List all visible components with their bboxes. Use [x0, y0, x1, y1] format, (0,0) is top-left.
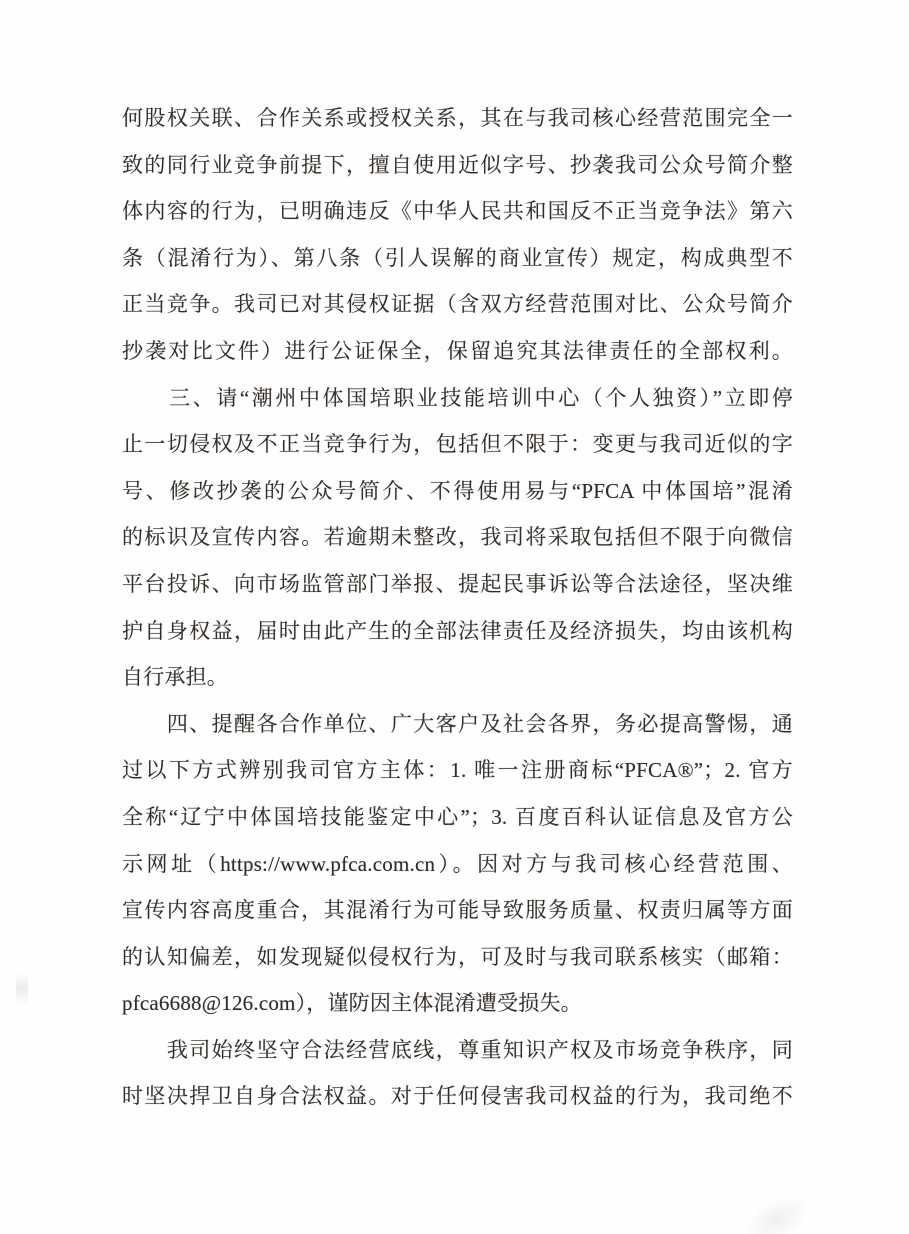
text-line: 致的同行业竞争前提下，擅自使用近似字号、抄袭我司公众号简介整: [122, 152, 793, 177]
text-line: 体内容的行为，已明确违反《中华人民共和国反不正当竞争法》第六: [122, 199, 793, 224]
text-line: 何股权关联、合作关系或授权关系，其在与我司核心经营范围完全一: [122, 106, 793, 130]
text-line: 抄袭对比文件）进行公证保全，保留追究其法律责任的全部权利。: [122, 338, 793, 363]
text-line: 全称“辽宁中体国培技能鉴定中心”；3. 百度百科认证信息及官方公: [122, 804, 793, 829]
text-line: 自行承担。: [122, 665, 228, 690]
text-line: 过以下方式辨别我司官方主体：1. 唯一注册商标“PFCA®”；2. 官方: [122, 758, 793, 783]
text-line: 示网址（https://www.pfca.com.cn）。因对方与我司核心经营范围、: [122, 851, 793, 876]
text-line: 号、修改抄袭的公众号简介、不得使用易与“PFCA 中体国培”混淆: [122, 478, 793, 503]
text-line: 条（混淆行为）、第八条（引人误解的商业宣传）规定，构成典型不: [122, 245, 793, 270]
document-text-block: [122, 95, 793, 1120]
text-line: 正当竞争。我司已对其侵权证据（含双方经营范围对比、公众号简介: [122, 292, 793, 317]
text-line: 我司始终坚守合法经营底线，尊重知识产权及市场竞争秩序，同: [122, 1037, 793, 1062]
text-line: 时坚决捍卫自身合法权益。对于任何侵害我司权益的行为，我司绝不: [122, 1084, 793, 1109]
text-line: 三、请“潮州中体国培职业技能培训中心（个人独资）”立即停: [122, 385, 793, 410]
text-line: 宣传内容高度重合，其混淆行为可能导致服务质量、权责归属等方面: [122, 898, 793, 923]
text-line: pfca6688@126.com），谨防因主体混淆遭受损失。: [122, 991, 582, 1016]
text-line: 止一切侵权及不正当竞争行为，包括但不限于：变更与我司近似的字: [122, 432, 793, 457]
text-line: 平台投诉、向市场监管部门举报、提起民事诉讼等合法途径，坚决维: [122, 571, 793, 596]
scan-artifact: [737, 1186, 818, 1234]
scan-artifact: [16, 972, 28, 1006]
text-line: 的标识及宣传内容。若逾期未整改，我司将采取包括但不限于向微信: [122, 525, 793, 550]
text-line: 四、提醒各合作单位、广大客户及社会各界，务必提高警惕，通: [122, 711, 793, 736]
text-line: 的认知偏差，如发现疑似侵权行为，可及时与我司联系核实（邮箱：: [122, 944, 793, 969]
text-line: 护自身权益，届时由此产生的全部法律责任及经济损失，均由该机构: [122, 618, 793, 643]
